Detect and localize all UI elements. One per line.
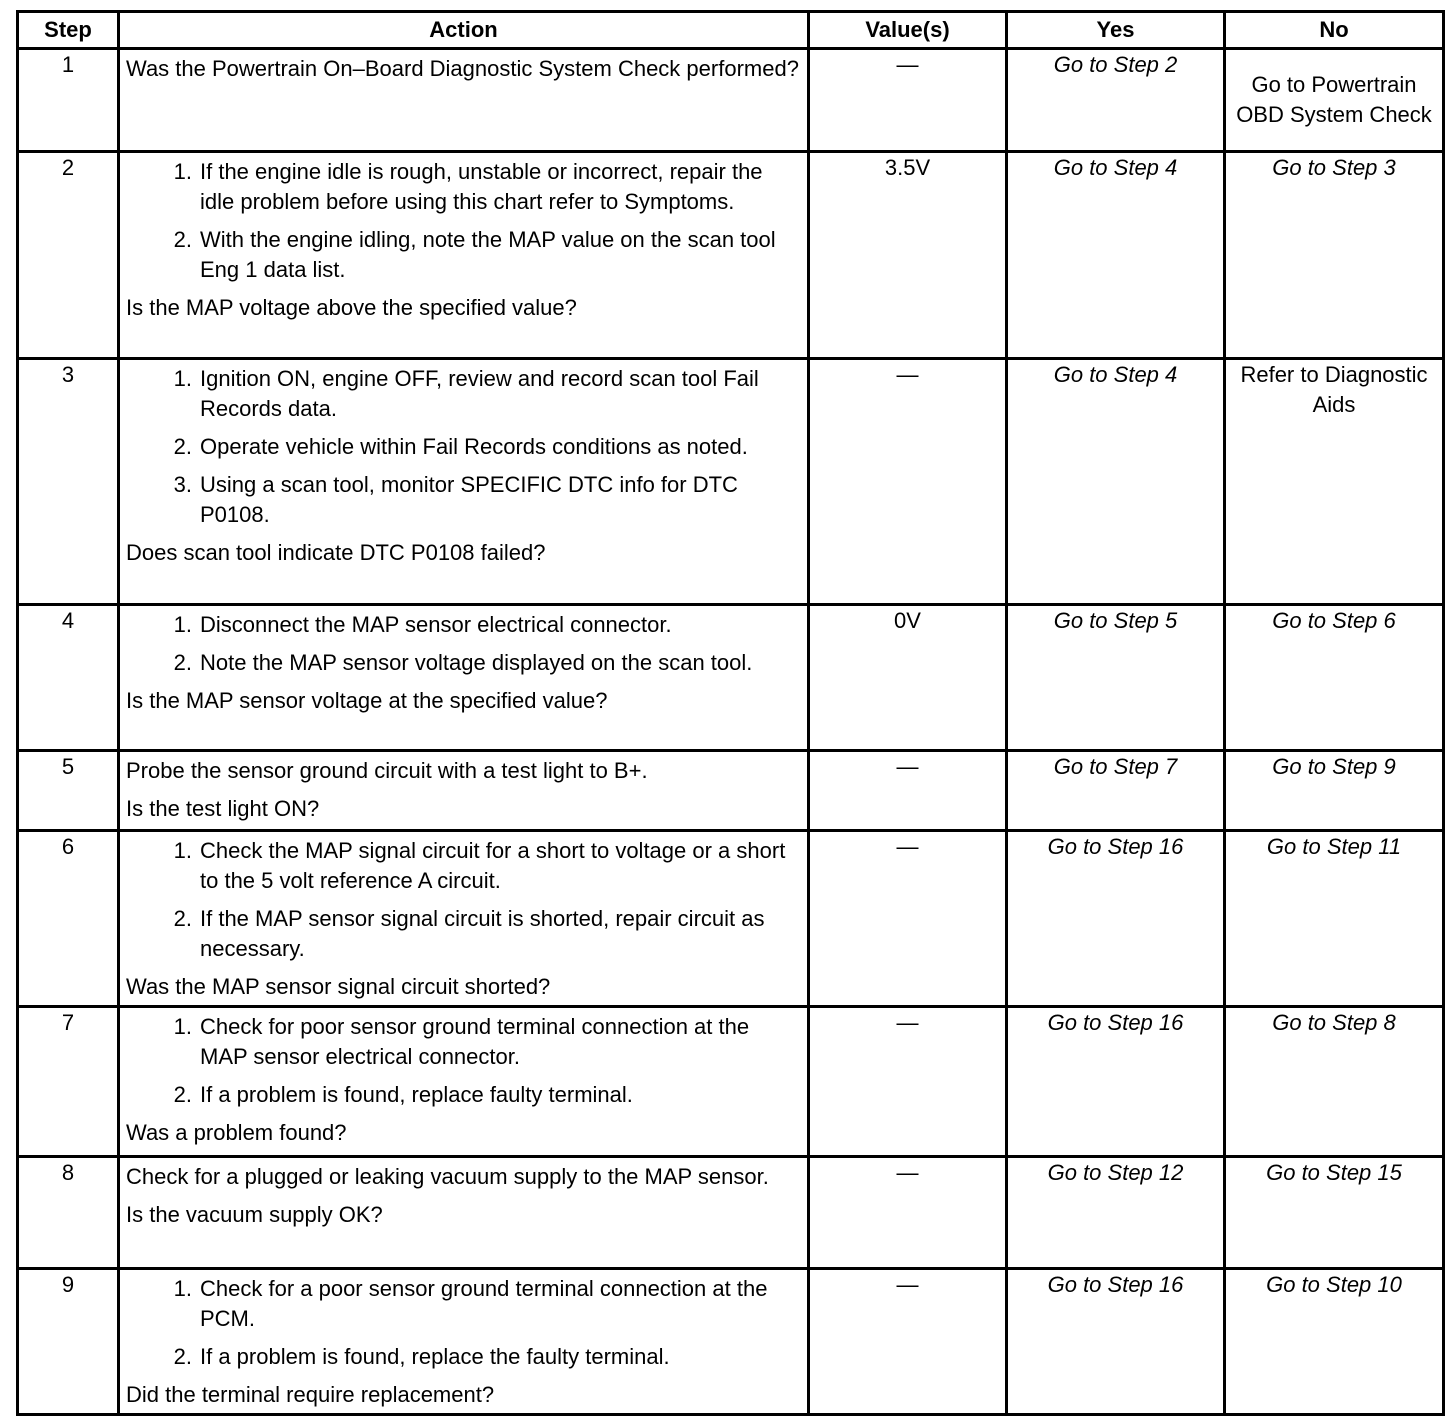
step-number: 2 [18, 152, 119, 359]
item-number: 1. [173, 838, 192, 863]
yes-link[interactable]: Go to Step 16 [1047, 834, 1184, 859]
value-cell: — [809, 1007, 1007, 1157]
action-steps-list [126, 364, 801, 530]
no-link[interactable]: Go to Step 8 [1272, 1010, 1396, 1035]
header-yes: Yes [1007, 12, 1225, 49]
yes-link[interactable]: Go to Step 16 [1047, 1272, 1184, 1297]
table-row [18, 1007, 1444, 1157]
value-cell: — [809, 49, 1007, 152]
action-cell [119, 49, 809, 152]
action-question: Does scan tool indicate DTC P0108 failed? [126, 540, 546, 565]
action-step-item [126, 364, 801, 424]
action-cell [119, 1157, 809, 1269]
action-cell [119, 152, 809, 359]
step-number: 1 [18, 49, 119, 152]
step-number: 7 [18, 1007, 119, 1157]
action-question: Is the vacuum supply OK? [126, 1202, 383, 1227]
no-link[interactable]: Go to Powertrain OBD System Check [1236, 72, 1432, 127]
action-intro: Check for a plugged or leaking vacuum supply to the MAP sensor. [126, 1164, 769, 1189]
no-cell [1225, 359, 1444, 605]
yes-cell [1007, 831, 1225, 1007]
step-number: 8 [18, 1157, 119, 1269]
action-step-item [126, 648, 801, 678]
value-cell: — [809, 1269, 1007, 1415]
yes-cell [1007, 605, 1225, 751]
step-number: 9 [18, 1269, 119, 1415]
action-step-item [126, 1342, 801, 1372]
item-text: Disconnect the MAP sensor electrical connector. [200, 612, 672, 637]
yes-cell [1007, 152, 1225, 359]
table-row [18, 1157, 1444, 1269]
action-intro: Was the Powertrain On–Board Diagnostic System Check performed? [126, 56, 799, 81]
action-question: Is the MAP sensor voltage at the specified value? [126, 688, 608, 713]
yes-cell [1007, 1157, 1225, 1269]
step-number: 4 [18, 605, 119, 751]
header-action: Action [119, 12, 809, 49]
no-link[interactable]: Go to Step 11 [1266, 834, 1402, 859]
action-steps-list [126, 836, 801, 964]
item-text: Ignition ON, engine OFF, review and record scan tool Fail Records data. [200, 366, 759, 421]
action-steps-list [126, 1274, 801, 1372]
table-row [18, 152, 1444, 359]
no-link[interactable]: Go to Step 15 [1266, 1160, 1402, 1185]
action-cell [119, 1007, 809, 1157]
table-row [18, 1269, 1444, 1415]
header-step: Step [18, 12, 119, 49]
no-link[interactable]: Go to Step 3 [1272, 155, 1396, 180]
no-cell [1225, 1157, 1444, 1269]
step-number: 3 [18, 359, 119, 605]
action-cell [119, 605, 809, 751]
yes-cell [1007, 49, 1225, 152]
yes-cell [1007, 359, 1225, 605]
item-number: 2. [173, 227, 192, 252]
step-number: 5 [18, 751, 119, 831]
item-text: If the MAP sensor signal circuit is shorted, repair circuit as necessary. [200, 906, 765, 961]
step-number: 6 [18, 831, 119, 1007]
yes-cell [1007, 1007, 1225, 1157]
value-cell: — [809, 751, 1007, 831]
action-step-item [126, 1274, 801, 1334]
table-row [18, 359, 1444, 605]
action-step-item [126, 225, 801, 285]
no-cell [1225, 605, 1444, 751]
header-row [18, 12, 1444, 49]
action-step-item [126, 432, 801, 462]
value-cell: 3.5V [809, 152, 1007, 359]
table-row [18, 49, 1444, 152]
yes-link[interactable]: Go to Step 5 [1053, 608, 1178, 633]
action-question: Was a problem found? [126, 1120, 347, 1145]
action-step-item [126, 157, 801, 217]
table-row [18, 751, 1444, 831]
item-number: 1. [173, 159, 192, 184]
value-cell: — [809, 831, 1007, 1007]
yes-cell [1007, 751, 1225, 831]
item-number: 2. [173, 906, 192, 931]
yes-link[interactable]: Go to Step 7 [1053, 754, 1178, 779]
diagnostic-table [16, 10, 1445, 1416]
action-cell [119, 1269, 809, 1415]
item-number: 2. [173, 650, 192, 675]
item-text: If a problem is found, replace faulty terminal. [200, 1082, 633, 1107]
no-link[interactable]: Go to Step 6 [1272, 608, 1396, 633]
yes-link[interactable]: Go to Step 16 [1047, 1010, 1184, 1035]
value-cell: — [809, 359, 1007, 605]
item-number: 1. [173, 1276, 192, 1301]
item-number: 2. [173, 1344, 192, 1369]
item-number: 2. [173, 1082, 192, 1107]
action-step-item [126, 610, 801, 640]
item-number: 1. [173, 366, 192, 391]
no-cell [1225, 1007, 1444, 1157]
action-intro: Probe the sensor ground circuit with a test light to B+. [126, 758, 648, 783]
yes-cell [1007, 1269, 1225, 1415]
action-cell [119, 751, 809, 831]
action-question: Was the MAP sensor signal circuit shorted? [126, 974, 551, 999]
action-step-item [126, 470, 801, 530]
action-question: Is the MAP voltage above the specified value? [126, 295, 577, 320]
action-cell [119, 359, 809, 605]
action-steps-list [126, 610, 801, 678]
item-text: If the engine idle is rough, unstable or incorrect, repair the idle problem before using this chart refer to Symptoms. [200, 159, 763, 214]
item-text: Operate vehicle within Fail Records conditions as noted. [200, 434, 748, 459]
action-cell [119, 831, 809, 1007]
action-step-item [126, 904, 801, 964]
no-cell [1225, 49, 1444, 152]
item-text: If a problem is found, replace the faulty terminal. [200, 1344, 670, 1369]
no-link[interactable]: Refer to Diagnostic Aids [1240, 362, 1428, 417]
no-link[interactable]: Go to Step 10 [1266, 1272, 1402, 1297]
item-text: Note the MAP sensor voltage displayed on the scan tool. [200, 650, 753, 675]
action-step-item [126, 836, 801, 896]
item-number: 3. [173, 472, 192, 497]
header-no: No [1225, 12, 1444, 49]
header-values: Value(s) [809, 12, 1007, 49]
item-text: Check for poor sensor ground terminal connection at the MAP sensor electrical connector. [200, 1014, 750, 1069]
item-number: 2. [173, 434, 192, 459]
yes-link[interactable]: Go to Step 2 [1053, 52, 1178, 77]
no-cell [1225, 1269, 1444, 1415]
action-step-item [126, 1080, 801, 1110]
action-step-item [126, 1012, 801, 1072]
diagnostic-document [16, 10, 1442, 1416]
item-number: 1. [173, 612, 192, 637]
item-text: Using a scan tool, monitor SPECIFIC DTC info for DTC P0108. [200, 472, 738, 527]
action-question: Did the terminal require replacement? [126, 1382, 495, 1407]
no-cell [1225, 831, 1444, 1007]
item-text: With the engine idling, note the MAP value on the scan tool Eng 1 data list. [200, 227, 776, 282]
table-row [18, 605, 1444, 751]
table-row [18, 831, 1444, 1007]
item-number: 1. [173, 1014, 192, 1039]
no-cell [1225, 751, 1444, 831]
value-cell: — [809, 1157, 1007, 1269]
item-text: Check the MAP signal circuit for a short to voltage or a short to the 5 volt reference A circuit. [200, 838, 786, 893]
action-steps-list [126, 157, 801, 285]
item-text: Check for a poor sensor ground terminal connection at the PCM. [200, 1276, 768, 1331]
yes-link[interactable]: Go to Step 12 [1047, 1160, 1184, 1185]
yes-link[interactable]: Go to Step 4 [1053, 155, 1178, 180]
no-link[interactable]: Go to Step 9 [1272, 754, 1396, 779]
action-question: Is the test light ON? [126, 796, 320, 821]
action-steps-list [126, 1012, 801, 1110]
no-cell [1225, 152, 1444, 359]
yes-link[interactable]: Go to Step 4 [1053, 362, 1178, 387]
table-body [18, 49, 1444, 1415]
value-cell: 0V [809, 605, 1007, 751]
